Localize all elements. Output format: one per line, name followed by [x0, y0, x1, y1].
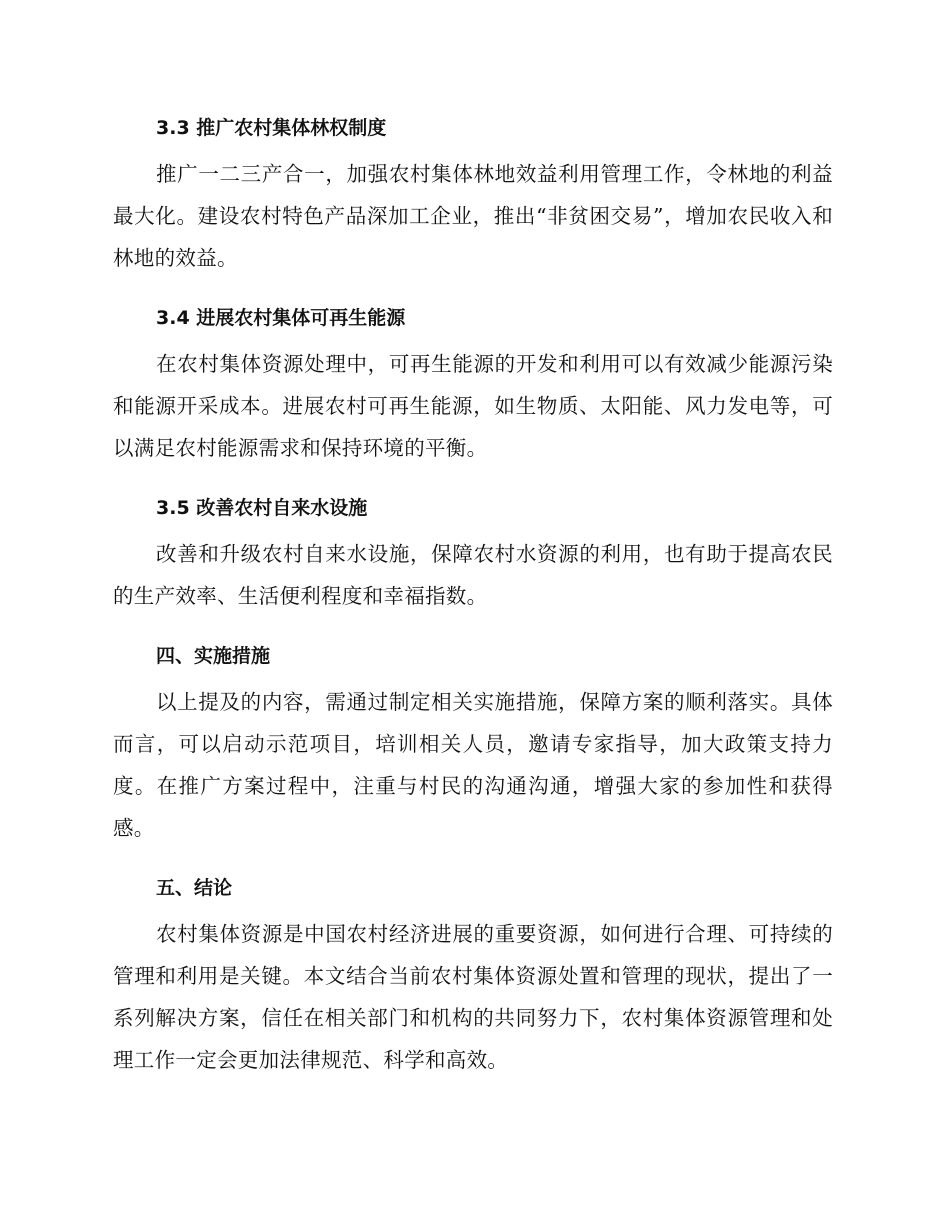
section-heading-3-4: 3.4 进展农村集体可再生能源 [156, 307, 406, 329]
section-heading-3-3: 3.3 推广农村集体林权制度 [156, 117, 387, 139]
document-page [113, 103, 833, 1095]
section-heading-3-5: 3.5 改善农村自来水设施 [156, 497, 368, 519]
section-heading-implementation: 四、实施措施 [156, 645, 271, 667]
section-paragraph-conclusion: 农村集体资源是中国农村经济进展的重要资源，如何进行合理、可持续的管理和利用是关键。本文结合当前农村集体资源处置和管理的现状，提出了一系列解决方案，信任在相关部门和机构的共同努力下，农村集体资源管理和处理工作一定会更加法律规范、科学和高效。 [113, 922, 833, 1072]
section-paragraph-3-5: 改善和升级农村自来水设施，保障农村水资源的利用，也有助于提高农民的生产效率、生活便利程度和幸福指数。 [113, 542, 833, 608]
section-heading-conclusion: 五、结论 [156, 877, 233, 899]
section-paragraph-3-4: 在农村集体资源处理中，可再生能源的开发和利用可以有效减少能源污染和能源开采成本。进展农村可再生能源，如生物质、太阳能、风力发电等，可以满足农村能源需求和保持环境的平衡。 [113, 352, 833, 460]
section-paragraph-implementation: 以上提及的内容，需通过制定相关实施措施，保障方案的顺利落实。具体而言，可以启动示范项目，培训相关人员，邀请专家指导，加大政策支持力度。在推广方案过程中，注重与村民的沟通沟通，增强大家的参加性和获得感。 [113, 690, 833, 840]
section-paragraph-3-3: 推广一二三产合一，加强农村集体林地效益利用管理工作，令林地的利益最大化。建设农村特色产品深加工企业，推出“非贫困交易”，增加农民收入和林地的效益。 [113, 162, 833, 270]
